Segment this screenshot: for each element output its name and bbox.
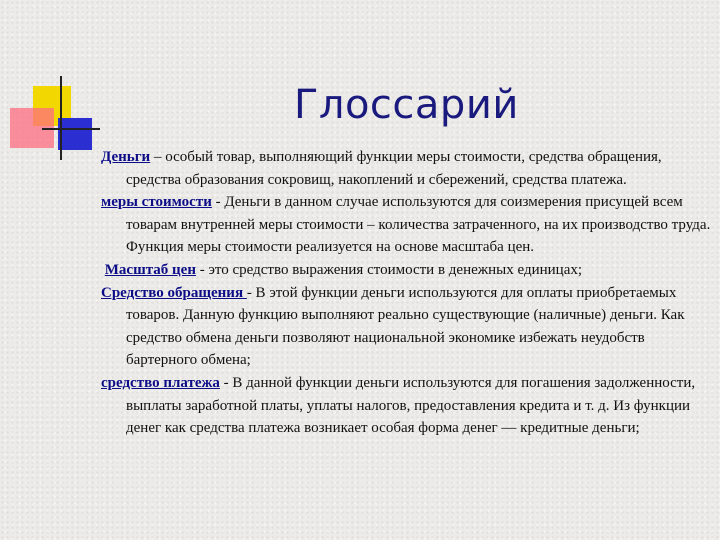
glossary-entry-money <box>101 146 713 191</box>
vertical-line <box>60 76 62 160</box>
glossary-body <box>101 146 713 440</box>
decorative-squares <box>0 0 110 170</box>
glossary-term: Деньги <box>101 149 151 165</box>
glossary-term: меры стоимости <box>101 194 212 211</box>
glossary-term: Средство обращения <box>101 284 247 301</box>
blue-square <box>58 118 92 150</box>
glossary-definition: - В этой функции деньги используются для оплаты приобретаемых товаров. Данную функцию выполняют реально существующие (наличные) деньги. Как средство обмена деньги позволяют национальной экономике избежать неудобств бартерного обмена; <box>126 284 685 369</box>
glossary-definition: – особый товар, выполняющий функции меры стоимости, средства обращения, средства образования сокровищ, накоплений и сбережений, средства платежа. <box>126 149 662 188</box>
glossary-entry-measure-of-value <box>101 191 713 259</box>
glossary-definition: - В данной функции деньги используются для погашения задолженности, выплаты заработной платы, уплаты налогов, предоставления кредита и т. д. Из функции денег как средства платежа возникает особая форма денег — кредитные деньги; <box>126 374 696 437</box>
glossary-definition: - это средство выражения стоимости в денежных единицах; <box>195 261 583 278</box>
glossary-term: средство платежа <box>101 374 220 391</box>
glossary-definition: - Деньги в данном случае используются для соизмерения присущей всем товарам внутренней меры стоимости – количества затраченного, на их производство труда. Функция меры стоимости реализуется на основе масштаба цен. <box>126 194 711 256</box>
glossary-entry-medium-of-exchange <box>101 282 713 372</box>
glossary-entry-price-scale <box>101 259 713 282</box>
glossary-term: Масштаб цен <box>104 261 196 278</box>
page-title: Глоссарий <box>294 82 519 128</box>
glossary-entry-means-of-payment <box>101 372 713 440</box>
horizontal-line <box>42 128 100 130</box>
